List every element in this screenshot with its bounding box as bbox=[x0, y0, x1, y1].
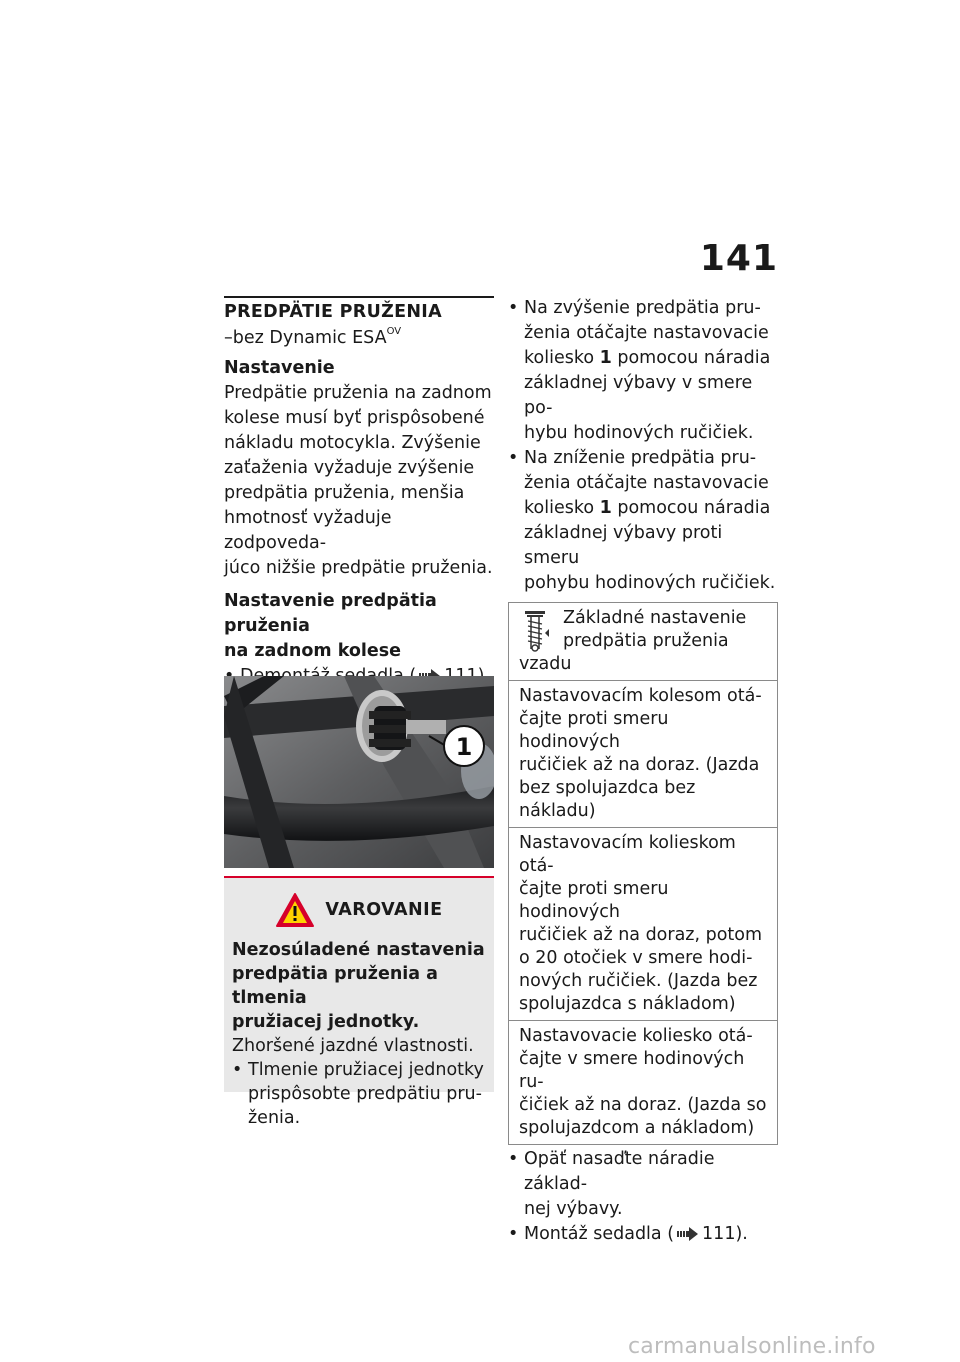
step-line bbox=[524, 496, 778, 521]
setting-line: hmotnosť vyžaduje zodpoveda- bbox=[224, 508, 392, 553]
step-line bbox=[524, 346, 778, 371]
section-rule bbox=[224, 296, 494, 298]
warning-text: Zhoršené jazdné vlastnosti. bbox=[232, 1036, 474, 1056]
spec-line: čičiek až na doraz. (Jazda so bbox=[519, 1095, 767, 1115]
spec-table bbox=[508, 602, 778, 1145]
callout-ref: 1 bbox=[599, 498, 612, 518]
spec-line: nových ručičiek. (Jazda bez bbox=[519, 971, 758, 991]
rear-setting-heading bbox=[224, 589, 494, 664]
step-decrease-preload bbox=[508, 446, 778, 596]
spec-line: Nastavovacím kolesom otá- bbox=[519, 686, 762, 706]
rear-heading-line: na zadnom kolese bbox=[224, 641, 402, 661]
warning-bold-line: Nezosúladené nastavenia bbox=[232, 940, 485, 960]
warning-bullet bbox=[232, 1058, 486, 1130]
suspension-illustration bbox=[224, 676, 494, 868]
spec-line: spolujazdcom a nákladom) bbox=[519, 1118, 755, 1138]
warning-triangle-icon bbox=[275, 892, 315, 928]
right-column bbox=[508, 296, 778, 1247]
spring-preload-icon bbox=[519, 609, 551, 653]
setting-paragraph bbox=[224, 381, 494, 581]
spec-line: Nastavovacím kolieskom otá- bbox=[519, 833, 736, 876]
step-text: pomocou náradia bbox=[611, 498, 771, 518]
step-text: Montáž sedadla ( bbox=[524, 1224, 675, 1244]
spec-header bbox=[508, 603, 778, 681]
setting-line: zaťaženia vyžaduje zvýšenie bbox=[224, 458, 475, 478]
warning-bullet-line: • Tlmenie pružiacej jednotky bbox=[248, 1060, 484, 1080]
spec-line: o 20 otočiek v smere hodi- bbox=[519, 948, 753, 968]
setting-line: nákladu motocykla. Zvýšenie bbox=[224, 433, 481, 453]
step-text: pomocou náradia bbox=[611, 348, 771, 368]
watermark: carmanualsonline.info bbox=[628, 1334, 876, 1359]
page-number: 141 bbox=[699, 238, 778, 279]
setting-line: Predpätie pruženia na zadnom bbox=[224, 383, 492, 403]
step-line: základnej výbavy proti smeru bbox=[524, 523, 723, 568]
step-line: pohybu hodinových ručičiek. bbox=[524, 573, 776, 593]
setting-heading: Nastavenie bbox=[224, 358, 335, 378]
warning-header bbox=[232, 888, 486, 932]
step-line: nej výbavy. bbox=[524, 1199, 623, 1219]
suspension-photo bbox=[224, 676, 494, 868]
spec-header-line: Základné nastavenie bbox=[563, 608, 747, 628]
page-reference[interactable]: 111). bbox=[702, 1224, 748, 1244]
warning-bullet-line: ženia. bbox=[248, 1108, 301, 1128]
warning-bullet-line: prispôsobte predpätiu pru- bbox=[248, 1084, 482, 1104]
spec-row bbox=[508, 1021, 778, 1145]
warning-box bbox=[224, 876, 494, 1128]
rear-heading-line: Nastavenie predpätia pruženia bbox=[224, 591, 437, 636]
setting-line: predpätia pruženia, menšia bbox=[224, 483, 465, 503]
warning-title: VAROVANIE bbox=[325, 900, 443, 920]
variant-prefix: –bez Dynamic ESA bbox=[224, 328, 387, 348]
step-line: základnej výbavy v smere po- bbox=[524, 373, 753, 418]
step-line: ženia otáčajte nastavovacie bbox=[524, 473, 769, 493]
warning-bold-line: predpätia pruženia a tlmenia bbox=[232, 964, 438, 1008]
warning-bold-line: pružiacej jednotky. bbox=[232, 1012, 420, 1032]
step-install-seat bbox=[508, 1222, 778, 1247]
setting-line: júco nižšie predpätie pruženia. bbox=[224, 558, 493, 578]
warning-bold bbox=[232, 938, 486, 1034]
callout-number: 1 bbox=[455, 733, 473, 761]
step-text: koliesko bbox=[524, 348, 600, 368]
step-line: • Na zvýšenie predpätia pru- bbox=[524, 298, 761, 318]
spec-line: spolujazdca s nákladom) bbox=[519, 994, 736, 1014]
section-title: PREDPÄTIE PRUŽENIA bbox=[224, 302, 442, 322]
step-line: • Opäť nasaďte náradie základ- bbox=[524, 1149, 715, 1194]
step-line: • Na zníženie predpätia pru- bbox=[524, 448, 757, 468]
spec-line: čajte proti smeru hodinových bbox=[519, 709, 669, 752]
spec-line: ručičiek až na doraz, potom bbox=[519, 925, 763, 945]
step-line: ženia otáčajte nastavovacie bbox=[524, 323, 769, 343]
callout-ref: 1 bbox=[599, 348, 612, 368]
spec-header-line: predpätia pruženia bbox=[563, 631, 729, 651]
step-refit-tool bbox=[508, 1147, 778, 1222]
step-increase-preload bbox=[508, 296, 778, 446]
spec-row bbox=[508, 681, 778, 828]
spec-header-line: vzadu bbox=[519, 654, 572, 674]
spec-row bbox=[508, 828, 778, 1021]
step-line: hybu hodinových ručičiek. bbox=[524, 423, 754, 443]
spec-line: čajte v smere hodinových ru- bbox=[519, 1049, 745, 1092]
page-reference-arrow-icon[interactable] bbox=[677, 1227, 699, 1241]
spec-line: bez spolujazdca bez nákladu) bbox=[519, 778, 696, 821]
spec-line: čajte proti smeru hodinových bbox=[519, 879, 669, 922]
variant-sup: OV bbox=[386, 326, 402, 337]
spec-line: ručičiek až na doraz. (Jazda bbox=[519, 755, 760, 775]
step-text: koliesko bbox=[524, 498, 600, 518]
setting-line: kolese musí byť prispôsobené bbox=[224, 408, 485, 428]
spec-line: Nastavovacie koliesko otá- bbox=[519, 1026, 753, 1046]
variant-note bbox=[224, 328, 494, 348]
